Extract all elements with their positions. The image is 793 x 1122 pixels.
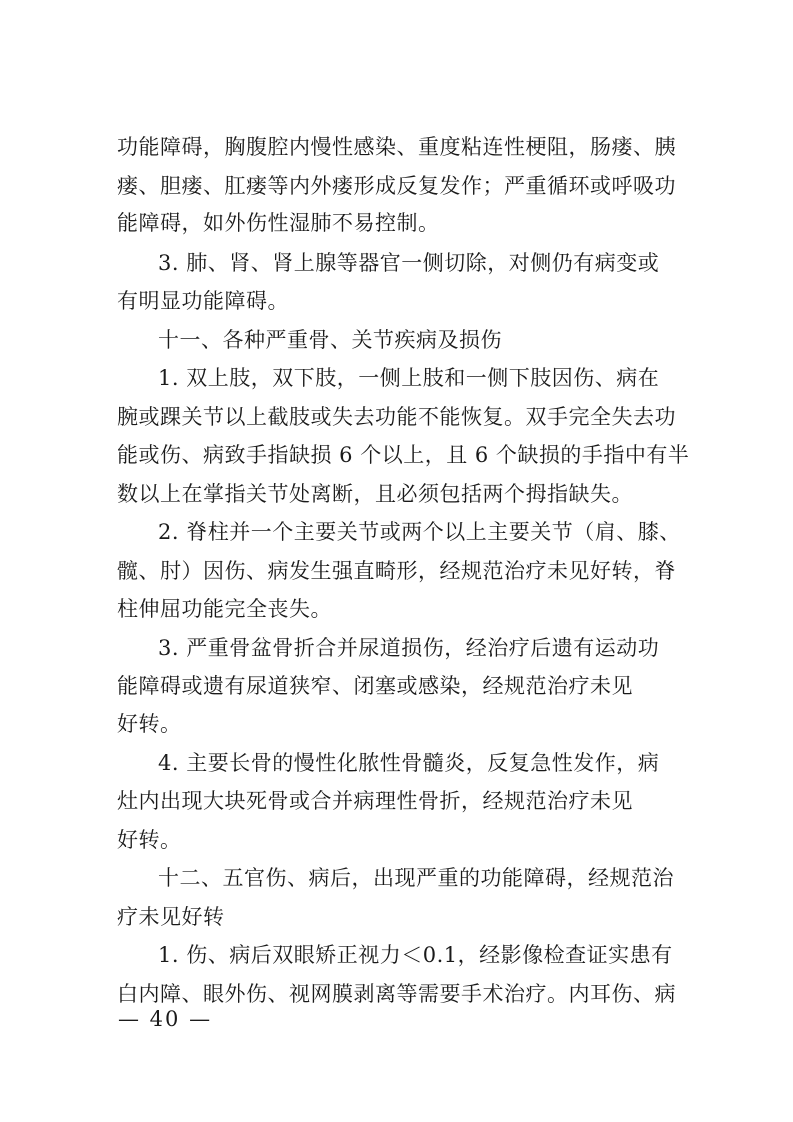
text-line: 好转。 — [117, 828, 182, 852]
text-line: 能或伤、病致手指缺损 6 个以上，且 6 个缺损的手指中有半 — [117, 443, 690, 467]
text-line: 4. 主要长骨的慢性化脓性骨髓炎，反复急性发作，病 — [158, 751, 660, 775]
text-line: 1. 伤、病后双眼矫正视力＜0.1，经影像检查证实患有 — [158, 943, 673, 967]
text-line: 功能障碍，胸腹腔内慢性感染、重度粘连性梗阻，肠瘘、胰 — [117, 135, 676, 159]
section-heading: 十二、五官伤、病后，出现严重的功能障碍，经规范治 — [158, 866, 674, 890]
text-line: 1. 双上肢，双下肢，一侧上肢和一侧下肢因伤、病在 — [158, 366, 660, 390]
section-heading: 疗未见好转 — [117, 905, 225, 929]
text-line: 3. 肺、肾、肾上腺等器官一侧切除，对侧仍有病变或 — [158, 251, 660, 275]
page-number: — 40 — — [118, 1007, 213, 1031]
text-line: 2. 脊柱并一个主要关节或两个以上主要关节（肩、膝、 — [158, 520, 681, 544]
text-line: 能障碍，如外伤性湿肺不易控制。 — [117, 211, 440, 235]
text-line: 白内障、眼外伤、视网膜剥离等需要手术治疗。内耳伤、病 — [117, 982, 676, 1006]
text-line: 能障碍或遗有尿道狭窄、闭塞或感染，经规范治疗未见 — [117, 674, 633, 698]
text-line: 柱伸屈功能完全丧失。 — [117, 597, 332, 621]
text-line: 3. 严重骨盆骨折合并尿道损伤，经治疗后遗有运动功 — [158, 636, 660, 660]
section-heading: 十一、各种严重骨、关节疾病及损伤 — [158, 328, 502, 352]
text-line: 数以上在掌指关节处离断，且必须包括两个拇指缺失。 — [117, 482, 633, 506]
text-line: 灶内出现大块死骨或合并病理性骨折，经规范治疗未见 — [117, 789, 633, 813]
text-line: 好转。 — [117, 712, 182, 736]
text-line: 腕或踝关节以上截肢或失去功能不能恢复。双手完全失去功 — [117, 405, 676, 429]
text-line: 髋、肘）因伤、病发生强直畸形，经规范治疗未见好转，脊 — [117, 559, 676, 583]
text-line: 有明显功能障碍。 — [117, 289, 289, 313]
text-line: 瘘、胆瘘、肛瘘等内外瘘形成反复发作；严重循环或呼吸功 — [117, 174, 676, 198]
